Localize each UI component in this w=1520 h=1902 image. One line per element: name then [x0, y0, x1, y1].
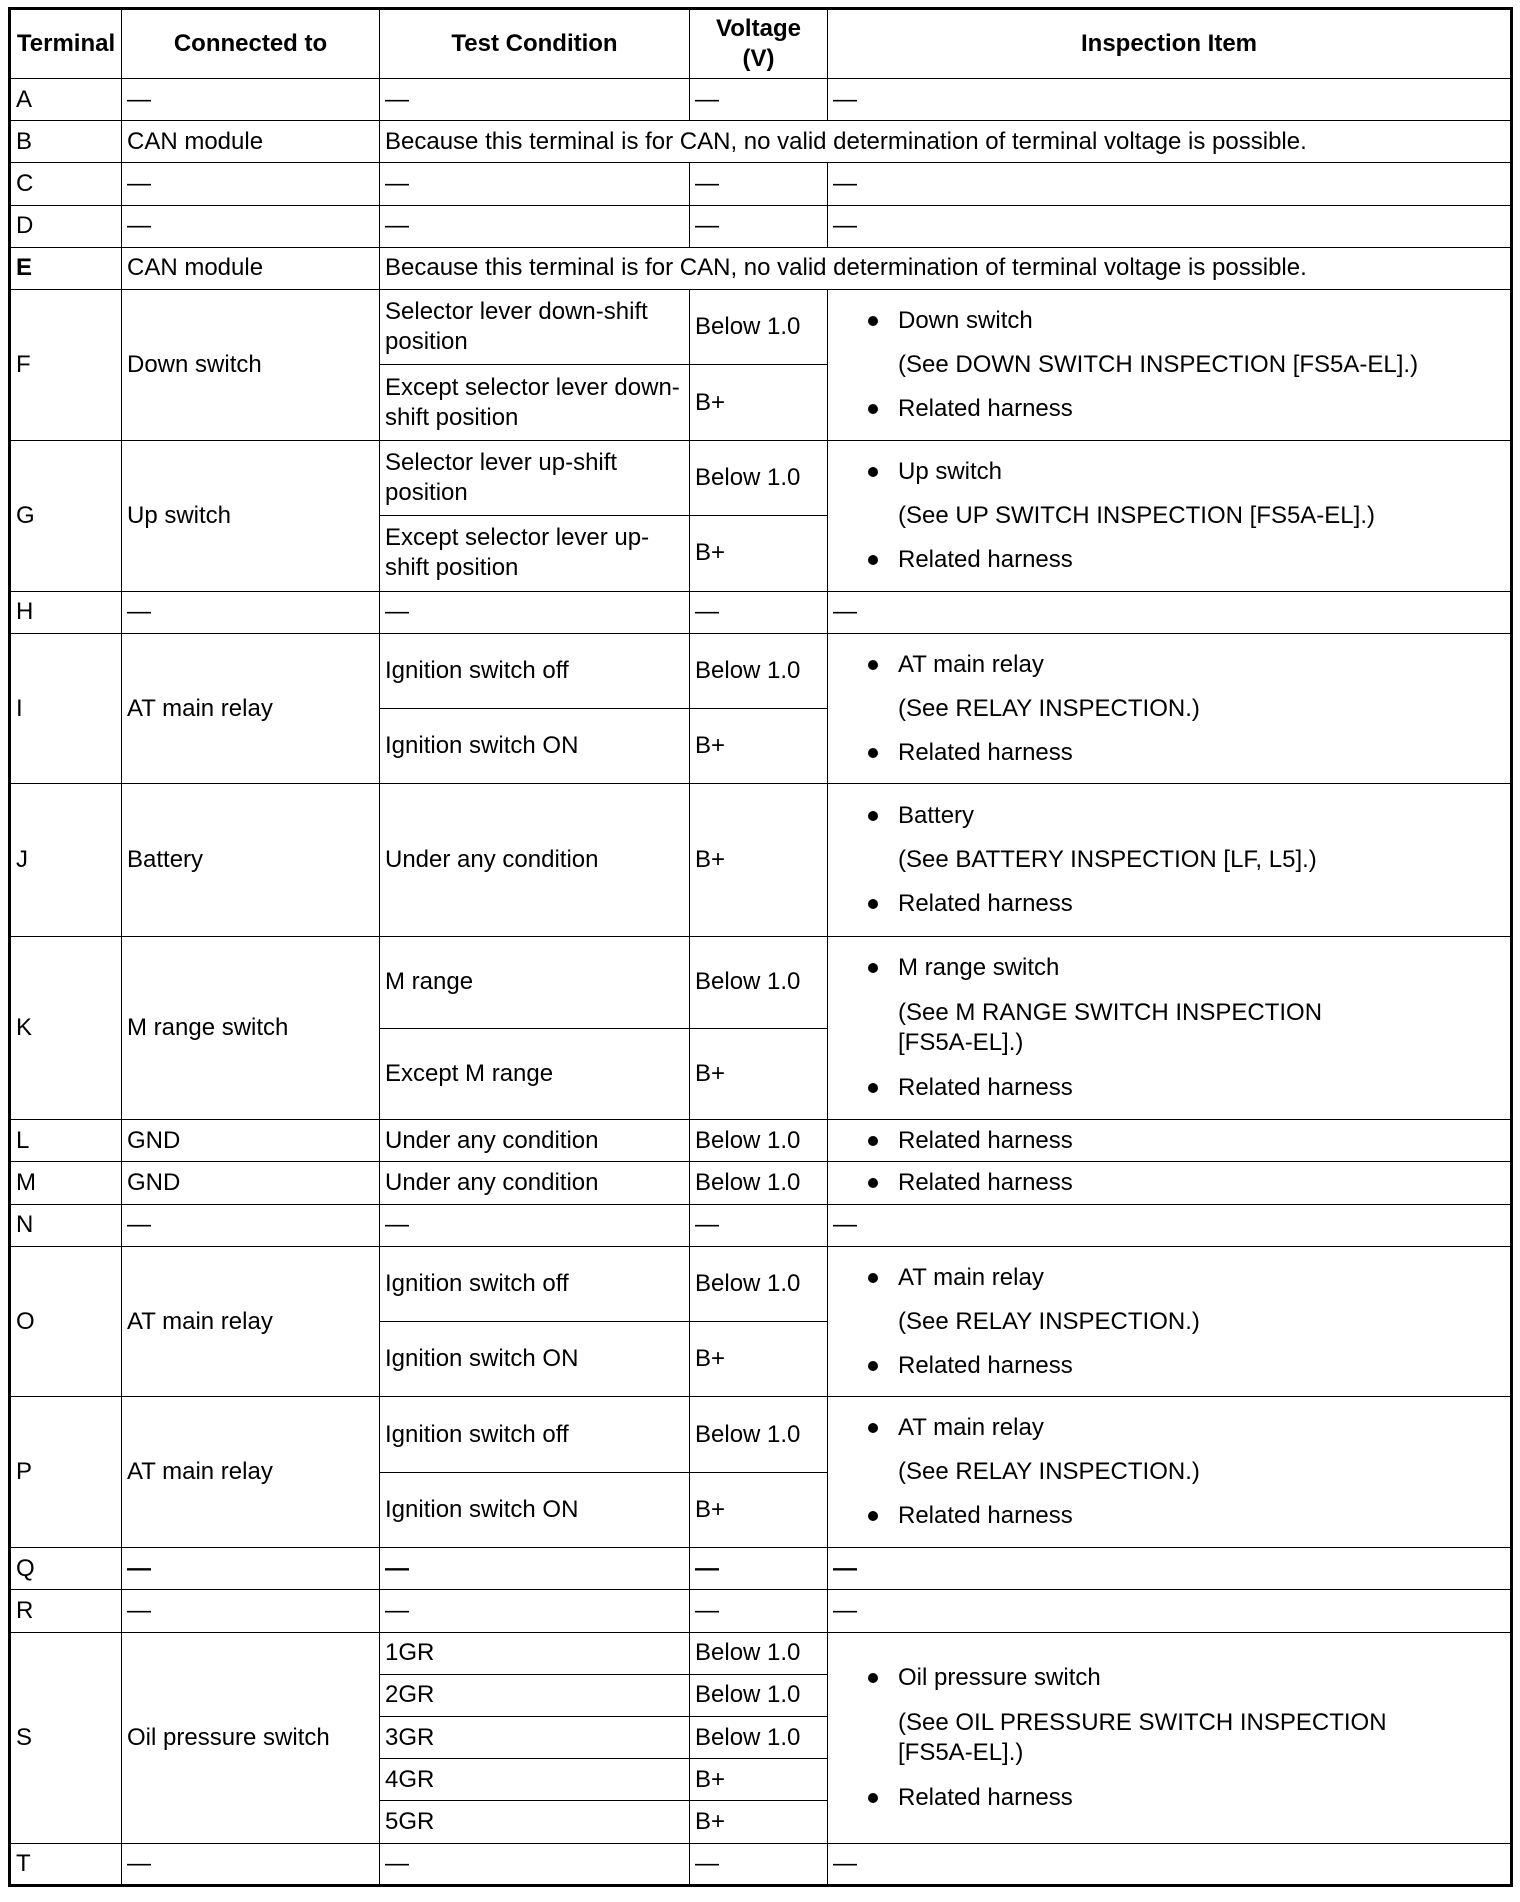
- condition-cell: —: [380, 79, 690, 121]
- table-row: [10, 1162, 1512, 1204]
- condition-cell: —: [380, 1590, 690, 1632]
- condition-cell: Under any condition: [380, 784, 690, 937]
- terminal-inspection-table: [8, 7, 1513, 1887]
- connected-cell: GND: [122, 1162, 380, 1204]
- inspection-cell: [828, 1162, 1512, 1204]
- terminal-cell: E: [10, 247, 122, 289]
- connected-cell: —: [122, 1204, 380, 1246]
- can-note-cell: Because this terminal is for CAN, no valid determination of terminal voltage is possible.: [380, 121, 1512, 163]
- voltage-cell: —: [690, 163, 828, 205]
- terminal-cell: N: [10, 1204, 122, 1246]
- inspection-cell: [828, 784, 1512, 937]
- terminal-cell: O: [10, 1246, 122, 1397]
- table-row: [10, 205, 1512, 247]
- condition-cell: Selector lever down-shift position: [380, 290, 690, 365]
- inspection-reference: (See M RANGE SWITCH INSPECTION [FS5A-EL].): [898, 999, 1323, 1057]
- condition-cell: Ignition switch ON: [380, 1322, 690, 1397]
- connected-cell: —: [122, 163, 380, 205]
- connected-cell: —: [122, 79, 380, 121]
- inspection-cell: [828, 633, 1512, 784]
- terminal-cell: F: [10, 290, 122, 441]
- connected-cell: —: [122, 1843, 380, 1885]
- table-row: [10, 1204, 1512, 1246]
- inspection-reference: (See DOWN SWITCH INSPECTION [FS5A-EL].): [898, 350, 1419, 378]
- connected-cell: CAN module: [122, 247, 380, 289]
- voltage-cell: —: [690, 1204, 828, 1246]
- table-row: [10, 121, 1512, 163]
- terminal-cell: J: [10, 784, 122, 937]
- condition-cell: —: [380, 1204, 690, 1246]
- related-harness: Related harness: [864, 545, 1500, 575]
- terminal-cell: M: [10, 1162, 122, 1204]
- inspection-cell: [828, 290, 1512, 441]
- voltage-cell: Below 1.0: [690, 1162, 828, 1204]
- terminal-cell: P: [10, 1397, 122, 1548]
- condition-cell: Selector lever up-shift position: [380, 440, 690, 515]
- inspection-cell: [828, 1120, 1512, 1162]
- condition-cell: Ignition switch off: [380, 1397, 690, 1472]
- inspection-cell: [828, 937, 1512, 1120]
- inspection-item: Up switch: [864, 457, 1500, 487]
- condition-cell: 4GR: [380, 1759, 690, 1801]
- condition-cell: 3GR: [380, 1717, 690, 1759]
- inspection-item: Down switch: [864, 306, 1500, 336]
- voltage-cell: —: [690, 1590, 828, 1632]
- table-row: [10, 290, 1512, 365]
- inspection-cell: —: [828, 1548, 1512, 1590]
- inspection-cell: —: [828, 1843, 1512, 1885]
- inspection-reference: (See RELAY INSPECTION.): [898, 694, 1200, 722]
- inspection-reference: (See RELAY INSPECTION.): [898, 1458, 1200, 1486]
- voltage-cell: Below 1.0: [690, 440, 828, 515]
- connected-cell: —: [122, 1590, 380, 1632]
- table-row: [10, 163, 1512, 205]
- connected-cell: Oil pressure switch: [122, 1632, 380, 1843]
- voltage-cell: —: [690, 1843, 828, 1885]
- related-harness: Related harness: [864, 1501, 1500, 1531]
- related-harness: Related harness: [864, 394, 1500, 424]
- inspection-cell: [828, 440, 1512, 591]
- related-harness: Related harness: [864, 1351, 1500, 1381]
- terminal-cell: R: [10, 1590, 122, 1632]
- condition-cell: —: [380, 591, 690, 633]
- condition-cell: 1GR: [380, 1632, 690, 1674]
- voltage-cell: Below 1.0: [690, 1120, 828, 1162]
- table-row: [10, 1246, 1512, 1321]
- table-row: [10, 79, 1512, 121]
- condition-cell: Ignition switch off: [380, 633, 690, 708]
- related-harness: Related harness: [864, 738, 1500, 768]
- voltage-cell: B+: [690, 1472, 828, 1547]
- connected-cell: Up switch: [122, 440, 380, 591]
- terminal-cell: I: [10, 633, 122, 784]
- inspection-cell: [828, 1246, 1512, 1397]
- terminal-cell: D: [10, 205, 122, 247]
- voltage-cell: B+: [690, 1028, 828, 1119]
- voltage-cell: Below 1.0: [690, 937, 828, 1028]
- voltage-cell: B+: [690, 709, 828, 784]
- voltage-cell: B+: [690, 1322, 828, 1397]
- connected-cell: CAN module: [122, 121, 380, 163]
- table-row: [10, 1843, 1512, 1885]
- connected-cell: Battery: [122, 784, 380, 937]
- voltage-cell: —: [690, 591, 828, 633]
- inspection-cell: —: [828, 1204, 1512, 1246]
- related-harness: Related harness: [864, 1126, 1500, 1156]
- table-row: [10, 633, 1512, 708]
- condition-cell: Under any condition: [380, 1162, 690, 1204]
- table-row: [10, 591, 1512, 633]
- terminal-cell: H: [10, 591, 122, 633]
- condition-cell: —: [380, 1548, 690, 1590]
- inspection-reference: (See RELAY INSPECTION.): [898, 1307, 1200, 1335]
- voltage-cell: Below 1.0: [690, 1246, 828, 1321]
- inspection-cell: —: [828, 79, 1512, 121]
- table-row: [10, 784, 1512, 937]
- inspection-cell: [828, 1397, 1512, 1548]
- inspection-reference: (See OIL PRESSURE SWITCH INSPECTION [FS5A-EL].): [898, 1708, 1387, 1766]
- header-connected-to: Connected to: [122, 9, 380, 79]
- header-test-condition: Test Condition: [380, 9, 690, 79]
- table-row: [10, 1120, 1512, 1162]
- terminal-cell: S: [10, 1632, 122, 1843]
- condition-cell: Under any condition: [380, 1120, 690, 1162]
- connected-cell: AT main relay: [122, 633, 380, 784]
- table-row: [10, 1397, 1512, 1472]
- table-row: [10, 1548, 1512, 1590]
- inspection-cell: —: [828, 205, 1512, 247]
- can-note-cell: Because this terminal is for CAN, no valid determination of terminal voltage is possible.: [380, 247, 1512, 289]
- voltage-cell: —: [690, 79, 828, 121]
- condition-cell: —: [380, 163, 690, 205]
- voltage-cell: Below 1.0: [690, 1717, 828, 1759]
- terminal-cell: L: [10, 1120, 122, 1162]
- voltage-cell: B+: [690, 365, 828, 440]
- header-terminal: Terminal: [10, 9, 122, 79]
- inspection-cell: —: [828, 163, 1512, 205]
- connected-cell: AT main relay: [122, 1246, 380, 1397]
- condition-cell: 5GR: [380, 1801, 690, 1843]
- connected-cell: —: [122, 205, 380, 247]
- terminal-cell: C: [10, 163, 122, 205]
- voltage-cell: Below 1.0: [690, 1632, 828, 1674]
- condition-cell: —: [380, 205, 690, 247]
- inspection-item: M range switch: [864, 953, 1500, 983]
- inspection-item: AT main relay: [864, 1263, 1500, 1293]
- related-harness: Related harness: [864, 889, 1500, 919]
- terminal-cell: A: [10, 79, 122, 121]
- connected-cell: —: [122, 591, 380, 633]
- inspection-reference: (See UP SWITCH INSPECTION [FS5A-EL].): [898, 501, 1375, 529]
- connected-cell: —: [122, 1548, 380, 1590]
- condition-cell: Ignition switch ON: [380, 1472, 690, 1547]
- related-harness: Related harness: [864, 1073, 1500, 1103]
- terminal-cell: B: [10, 121, 122, 163]
- inspection-cell: —: [828, 591, 1512, 633]
- voltage-cell: Below 1.0: [690, 1674, 828, 1716]
- header-inspection-item: Inspection Item: [828, 9, 1512, 79]
- table-row: [10, 937, 1512, 1028]
- terminal-cell: Q: [10, 1548, 122, 1590]
- voltage-cell: B+: [690, 1759, 828, 1801]
- header-row: [10, 9, 1512, 79]
- voltage-cell: Below 1.0: [690, 633, 828, 708]
- table-row: [10, 247, 1512, 289]
- inspection-cell: [828, 1632, 1512, 1843]
- voltage-cell: Below 1.0: [690, 290, 828, 365]
- inspection-item: AT main relay: [864, 1413, 1500, 1443]
- header-voltage: Voltage (V): [690, 9, 828, 79]
- condition-cell: M range: [380, 937, 690, 1028]
- table-row: [10, 440, 1512, 515]
- voltage-cell: Below 1.0: [690, 1397, 828, 1472]
- condition-cell: —: [380, 1843, 690, 1885]
- inspection-item: Battery: [864, 801, 1500, 831]
- table-row: [10, 1590, 1512, 1632]
- voltage-cell: B+: [690, 516, 828, 591]
- table-row: [10, 1632, 1512, 1674]
- page: [8, 7, 1513, 1887]
- terminal-cell: T: [10, 1843, 122, 1885]
- condition-cell: Ignition switch off: [380, 1246, 690, 1321]
- inspection-item: Oil pressure switch: [864, 1663, 1500, 1693]
- related-harness: Related harness: [864, 1168, 1500, 1198]
- inspection-reference: (See BATTERY INSPECTION [LF, L5].): [898, 846, 1317, 874]
- connected-cell: M range switch: [122, 937, 380, 1120]
- condition-cell: Except selector lever up-shift position: [380, 516, 690, 591]
- related-harness: Related harness: [864, 1783, 1500, 1813]
- condition-cell: Except M range: [380, 1028, 690, 1119]
- connected-cell: GND: [122, 1120, 380, 1162]
- connected-cell: AT main relay: [122, 1397, 380, 1548]
- condition-cell: 2GR: [380, 1674, 690, 1716]
- terminal-cell: K: [10, 937, 122, 1120]
- condition-cell: Except selector lever down-shift position: [380, 365, 690, 440]
- inspection-item: AT main relay: [864, 650, 1500, 680]
- voltage-cell: B+: [690, 784, 828, 937]
- inspection-cell: —: [828, 1590, 1512, 1632]
- voltage-cell: —: [690, 205, 828, 247]
- condition-cell: Ignition switch ON: [380, 709, 690, 784]
- connected-cell: Down switch: [122, 290, 380, 441]
- voltage-cell: —: [690, 1548, 828, 1590]
- terminal-cell: G: [10, 440, 122, 591]
- voltage-cell: B+: [690, 1801, 828, 1843]
